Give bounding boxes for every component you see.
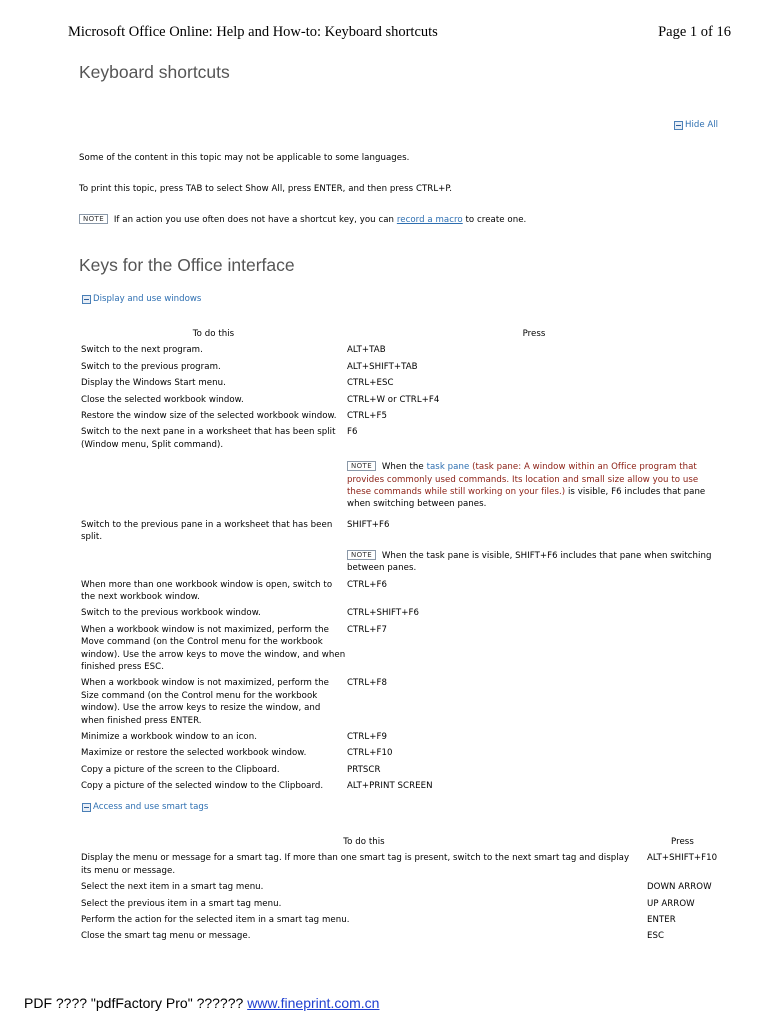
todo-cell: Switch to the next pane in a worksheet that has been split (Window menu, Split command). — [81, 427, 336, 450]
todo-cell: Display the Windows Start menu. — [81, 378, 226, 389]
table-row — [81, 519, 721, 548]
todo-cell: Switch to the previous workbook window. — [81, 608, 261, 619]
task-pane-term-link[interactable]: task pane — [426, 462, 470, 473]
table-row — [81, 852, 721, 881]
todo-cell: Copy a picture of the screen to the Clipboard. — [81, 764, 280, 775]
press-cell: ENTER — [647, 915, 676, 926]
table-row — [81, 426, 721, 455]
display-windows-label: Display and use windows — [93, 294, 202, 304]
press-cell: SHIFT+F6 — [347, 519, 390, 530]
table-row — [81, 881, 721, 897]
table-row — [81, 780, 721, 796]
table-row — [81, 731, 721, 747]
todo-cell: Restore the window size of the selected workbook window. — [81, 411, 337, 422]
press-cell: CTRL+SHIFT+F6 — [347, 608, 419, 619]
note-f6-after: is visible, F6 includes that pane when switching between panes. — [347, 487, 706, 510]
press-cell: ALT+SHIFT+TAB — [347, 361, 418, 372]
page-title: Keyboard shortcuts — [79, 62, 230, 82]
press-cell: ESC — [647, 931, 665, 942]
table-row — [81, 579, 721, 608]
note-shift-f6 — [347, 548, 721, 579]
press-cell: UP ARROW — [647, 898, 695, 909]
press-cell: CTRL+F7 — [347, 624, 387, 635]
note-text-after: to create one. — [465, 215, 527, 225]
section-heading: Keys for the Office interface — [79, 255, 295, 275]
table-note-row — [81, 455, 721, 519]
todo-cell: Minimize a workbook window to an icon. — [81, 731, 257, 742]
todo-cell: Close the selected workbook window. — [81, 394, 244, 405]
table-row — [81, 624, 721, 678]
fineprint-link[interactable]: www.fineprint.com.cn — [247, 995, 380, 1011]
press-cell: CTRL+F5 — [347, 411, 387, 422]
todo-cell: Perform the action for the selected item in a smart tag menu. — [81, 915, 350, 926]
pdf-footer — [24, 995, 379, 1011]
todo-cell: Switch to the previous program. — [81, 361, 221, 372]
table-row — [81, 747, 721, 763]
todo-cell: Maximize or restore the selected workbook window. — [81, 748, 307, 759]
table-row — [81, 377, 721, 393]
press-cell: PRTSCR — [347, 764, 381, 775]
press-cell: DOWN ARROW — [647, 882, 712, 893]
intro-paragraph-2: To print this topic, press TAB to select Show All, press ENTER, and then press CTRL+P. — [79, 184, 453, 194]
table-row — [81, 361, 721, 377]
collapse-icon — [674, 121, 683, 130]
todo-cell: Close the smart tag menu or message. — [81, 931, 251, 942]
todo-cell: When a workbook window is not maximized, perform the Move command (on the Control menu for the workbook window). Use the arrow keys to move the window, and when finished press ESC. — [81, 624, 346, 672]
column-header-todo: To do this — [192, 329, 235, 339]
task-pane-definition: (task pane: A window within an Office program that provides commonly used commands. Its location and small size allow you to use these commands while still working on your files.) — [347, 462, 699, 498]
column-header-press: Press — [522, 329, 546, 339]
note-f6-before: When the — [381, 462, 424, 473]
press-cell: ALT+SHIFT+F10 — [647, 853, 718, 864]
press-cell: CTRL+W or CTRL+F4 — [347, 394, 440, 405]
table-row — [81, 898, 721, 914]
press-cell: ALT+PRINT SCREEN — [347, 781, 433, 792]
table-row — [81, 930, 721, 946]
document-header-title: Microsoft Office Online: Help and How-to: Keyboard shortcuts — [68, 24, 438, 40]
note-text-before: If an action you use often does not have a shortcut key, you can — [113, 215, 395, 225]
note-badge: NOTE — [347, 550, 376, 560]
collapse-icon — [82, 803, 91, 812]
press-cell: ALT+TAB — [347, 345, 386, 356]
smart-tags-label: Access and use smart tags — [93, 802, 209, 812]
note-badge: NOTE — [79, 214, 108, 224]
press-cell: CTRL+F10 — [347, 748, 393, 759]
press-cell: CTRL+F8 — [347, 678, 387, 689]
press-cell: F6 — [347, 427, 358, 438]
smart-tags-toggle[interactable] — [82, 802, 208, 812]
intro-paragraph-1: Some of the content in this topic may not be applicable to some languages. — [79, 153, 410, 163]
footer-text: PDF ???? "pdfFactory Pro" ?????? — [24, 995, 244, 1011]
table-row — [81, 607, 721, 623]
table-row — [81, 677, 721, 731]
todo-cell: Display the menu or message for a smart tag. If more than one smart tag is present, switch to the next smart tag and display its menu or message. — [81, 853, 630, 876]
table-row — [81, 410, 721, 426]
todo-cell: Select the previous item in a smart tag menu. — [81, 898, 282, 909]
table-header-row — [81, 328, 721, 344]
todo-cell: When more than one workbook window is open, switch to the next workbook window. — [81, 579, 333, 602]
todo-cell: Switch to the previous pane in a worksheet that has been split. — [81, 519, 333, 543]
press-cell: CTRL+F9 — [347, 731, 387, 742]
smart-tags-shortcuts-table — [81, 836, 721, 947]
note-badge: NOTE — [347, 461, 376, 471]
hide-all-label: Hide All — [685, 120, 718, 130]
table-row — [81, 764, 721, 780]
column-header-todo: To do this — [343, 837, 385, 847]
windows-shortcuts-table — [81, 328, 721, 797]
todo-cell: When a workbook window is not maximized, perform the Size command (on the Control menu for the workbook window). Use the arrow keys to resize the window, and when finished press ENTER. — [81, 678, 329, 726]
todo-cell: Switch to the next program. — [81, 345, 203, 356]
collapse-icon — [82, 295, 91, 304]
intro-note — [79, 214, 526, 226]
table-row — [81, 344, 721, 360]
table-row — [81, 394, 721, 410]
column-header-press: Press — [671, 837, 694, 847]
note-shift-f6-text: When the task pane is visible, SHIFT+F6 includes that pane when switching between panes. — [347, 550, 712, 574]
press-cell: CTRL+ESC — [347, 378, 394, 389]
press-cell: CTRL+F6 — [347, 579, 387, 590]
display-windows-toggle[interactable] — [82, 294, 201, 304]
todo-cell: Select the next item in a smart tag menu. — [81, 882, 264, 893]
page-number: Page 1 of 16 — [658, 24, 731, 40]
note-f6 — [347, 455, 721, 519]
todo-cell: Copy a picture of the selected window to the Clipboard. — [81, 781, 324, 792]
table-header-row — [81, 836, 721, 852]
hide-all-button[interactable] — [674, 120, 718, 130]
table-row — [81, 914, 721, 930]
table-note-row — [81, 548, 721, 579]
record-macro-link[interactable]: record a macro — [396, 215, 463, 225]
